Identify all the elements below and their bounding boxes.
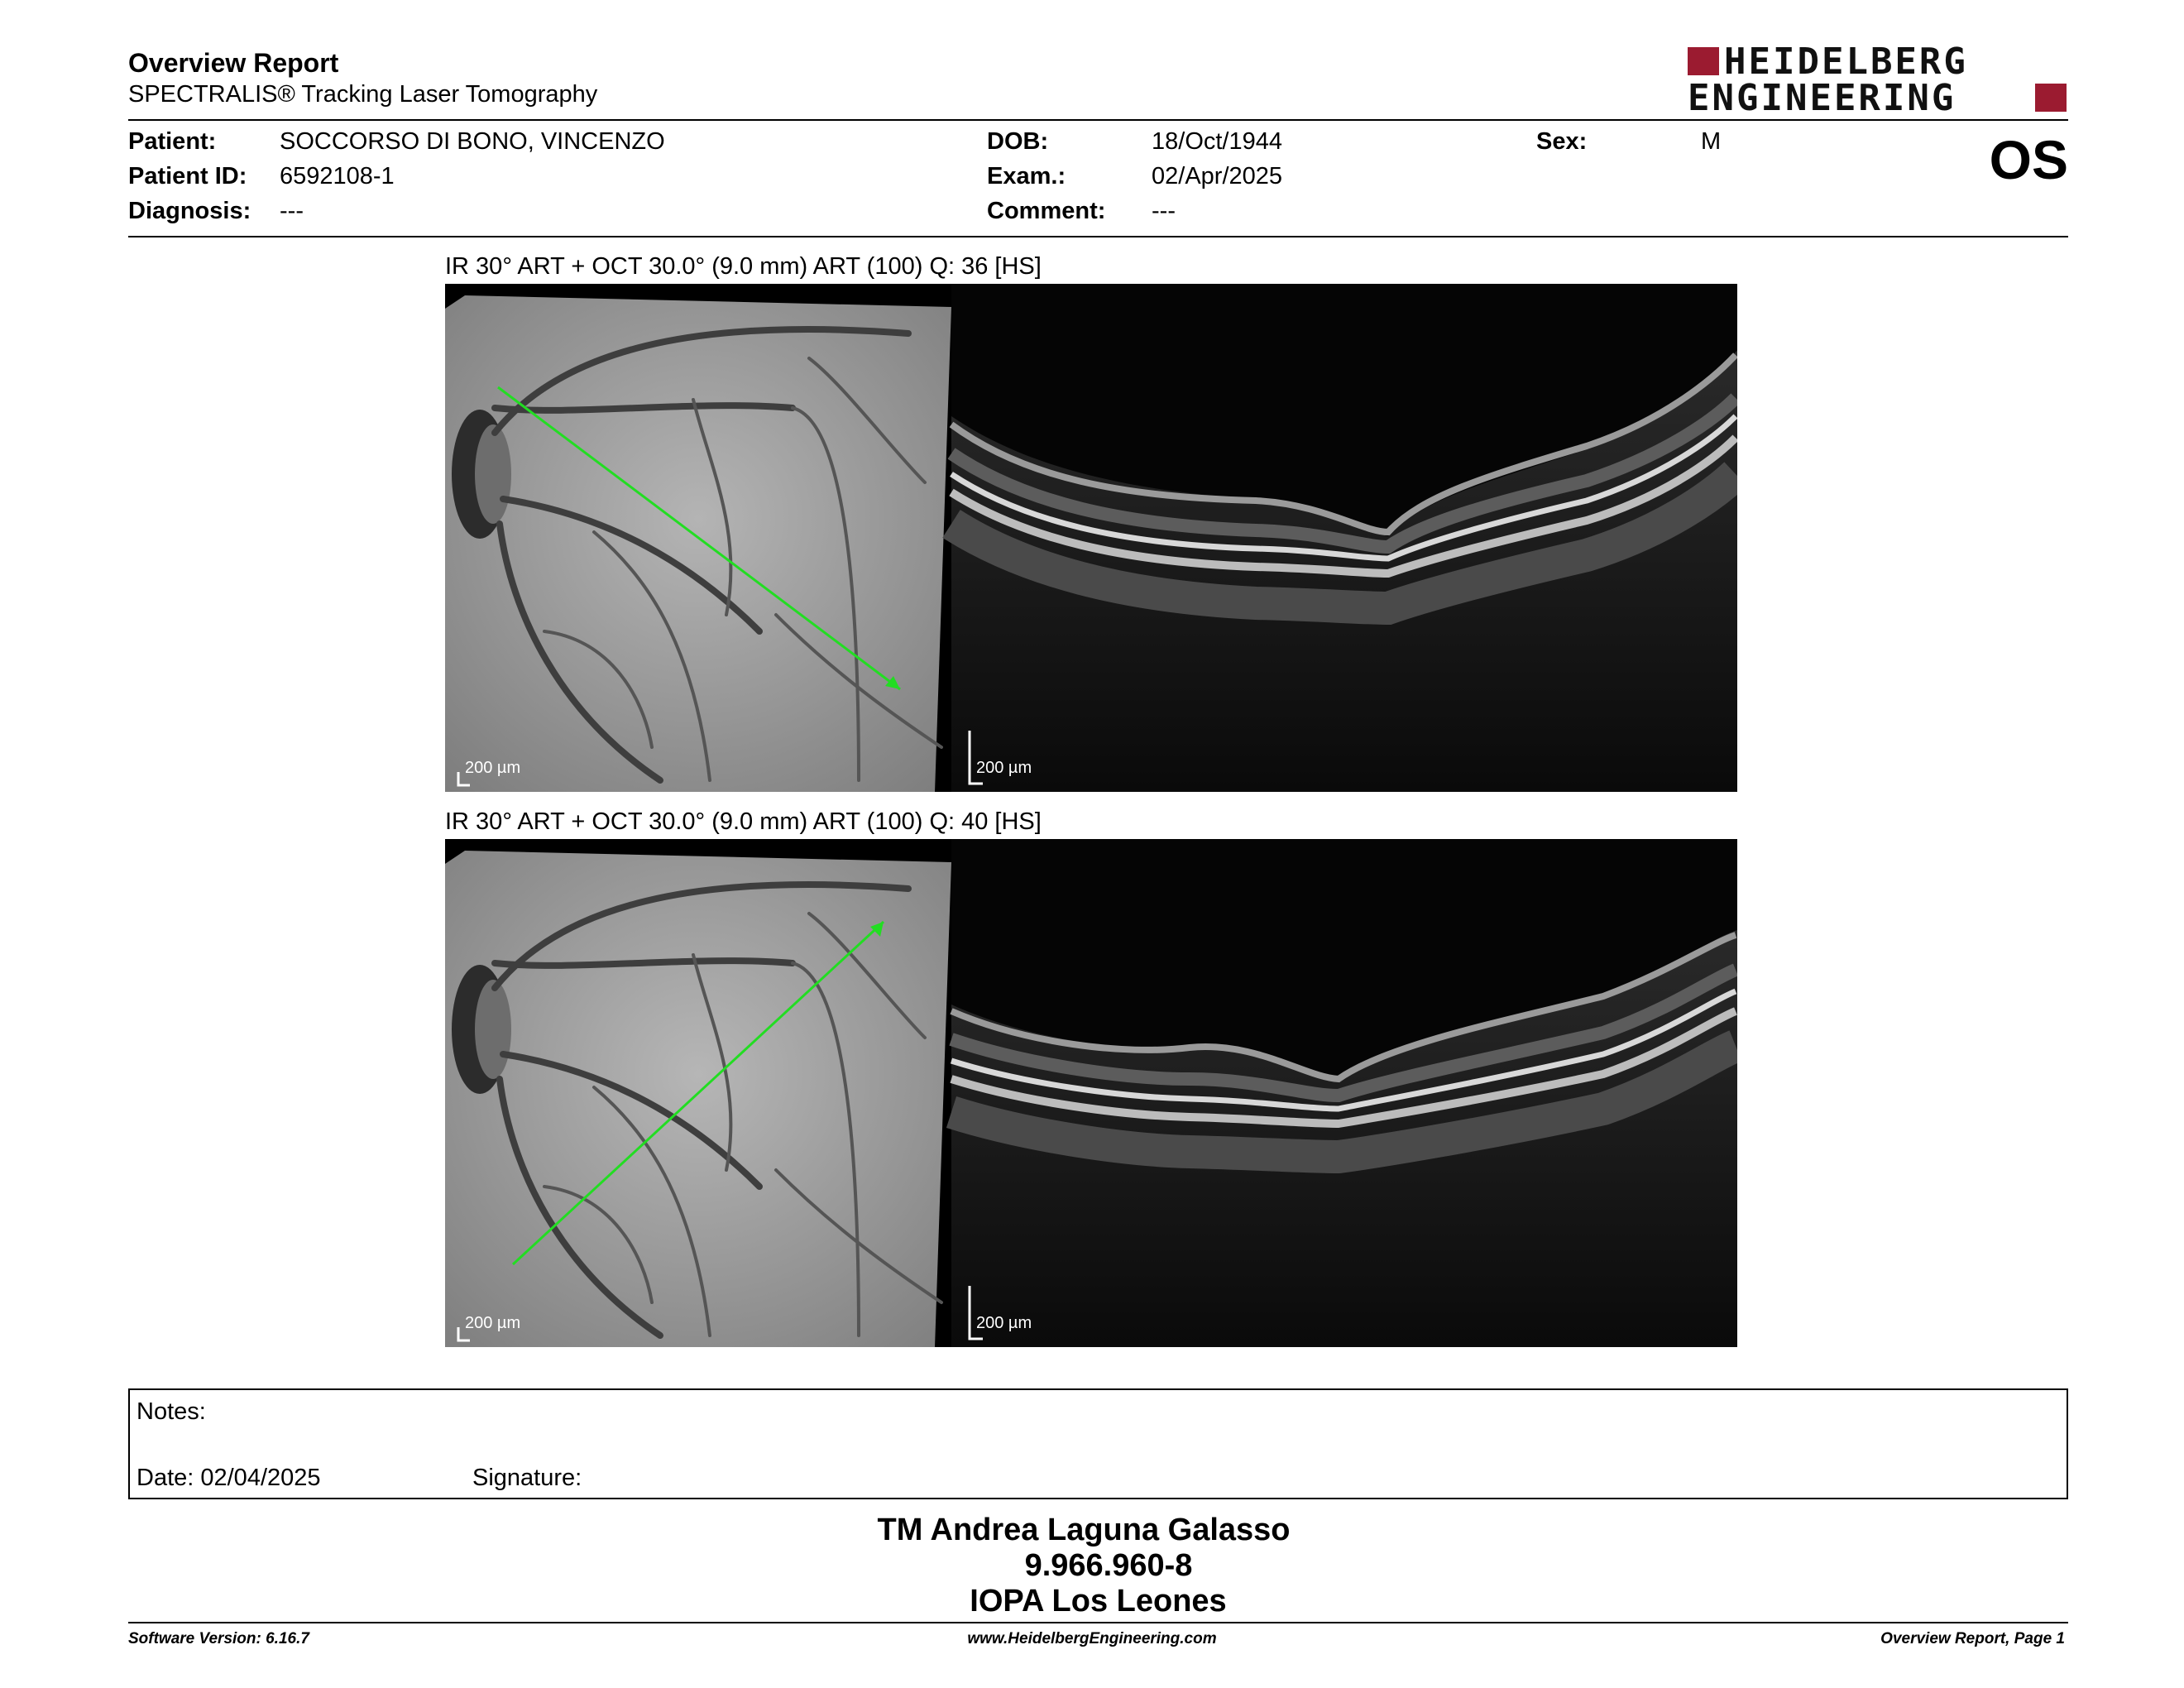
scan-1-panel [445, 284, 1737, 792]
header-divider [128, 119, 2068, 121]
info-divider [128, 236, 2068, 237]
signer-block [0, 1513, 2184, 1619]
dob-value: 18/Oct/1944 [1152, 128, 1282, 155]
notes-date: Date: 02/04/2025 [136, 1465, 321, 1491]
logo-square-bottom [2035, 84, 2067, 112]
sex-label: Sex: [1536, 128, 1588, 155]
scan-1-images [445, 284, 1737, 792]
scan-2-oct-image [951, 839, 1737, 1347]
notes-signature: Signature: [472, 1465, 582, 1491]
scan-1-fundus-scale: 200 µm [465, 759, 521, 777]
comment-value: --- [1152, 198, 1176, 224]
sex-value: M [1701, 128, 1722, 155]
website-link[interactable]: www.HeidelbergEngineering.com [967, 1630, 1217, 1647]
eye-laterality: OS [1989, 129, 2068, 190]
notes-label: Notes: [136, 1398, 206, 1425]
scan-1-oct-scale: 200 µm [976, 759, 1032, 777]
comment-label: Comment: [987, 198, 1106, 224]
exam-value: 02/Apr/2025 [1152, 163, 1283, 189]
dob-label: DOB: [987, 128, 1049, 155]
diagnosis-value: --- [280, 198, 304, 224]
scan-2-images [445, 839, 1737, 1347]
scan-2-fundus-scale: 200 µm [465, 1314, 521, 1332]
page-indicator: Overview Report, Page 1 [1880, 1630, 2065, 1647]
report-subtitle: SPECTRALIS® Tracking Laser Tomography [128, 81, 598, 108]
signer-id: 9.966.960-8 [1024, 1548, 1193, 1583]
report-title: Overview Report [128, 48, 339, 78]
logo-line-2: ENGINEERING [1688, 77, 1956, 119]
logo-square-top [1688, 47, 1719, 75]
patient-id-label: Patient ID: [128, 163, 247, 189]
scan-2-oct-scale: 200 µm [976, 1314, 1032, 1332]
patient-name: SOCCORSO DI BONO, VINCENZO [280, 128, 665, 155]
patient-id: 6592108-1 [280, 163, 395, 189]
scan-1-fundus-image [445, 295, 951, 792]
signer-place: IOPA Los Leones [970, 1584, 1227, 1618]
scan-1-title: IR 30° ART + OCT 30.0° (9.0 mm) ART (100) Q: 36 [HS] [445, 253, 1042, 280]
software-version: Software Version: 6.16.7 [128, 1630, 309, 1647]
signer-name: TM Andrea Laguna Galasso [877, 1513, 1291, 1547]
patient-name-label: Patient: [128, 128, 217, 155]
diagnosis-label: Diagnosis: [128, 198, 251, 224]
scan-2-title: IR 30° ART + OCT 30.0° (9.0 mm) ART (100) Q: 40 [HS] [445, 808, 1042, 835]
scan-2-panel [445, 839, 1737, 1347]
heidelberg-logo [1688, 41, 2068, 119]
scan-1-oct-image [951, 284, 1737, 792]
footer-divider [128, 1622, 2068, 1623]
exam-label: Exam.: [987, 163, 1066, 189]
notes-box [128, 1388, 2068, 1499]
logo-line-1: HEIDELBERG [1724, 41, 1968, 83]
